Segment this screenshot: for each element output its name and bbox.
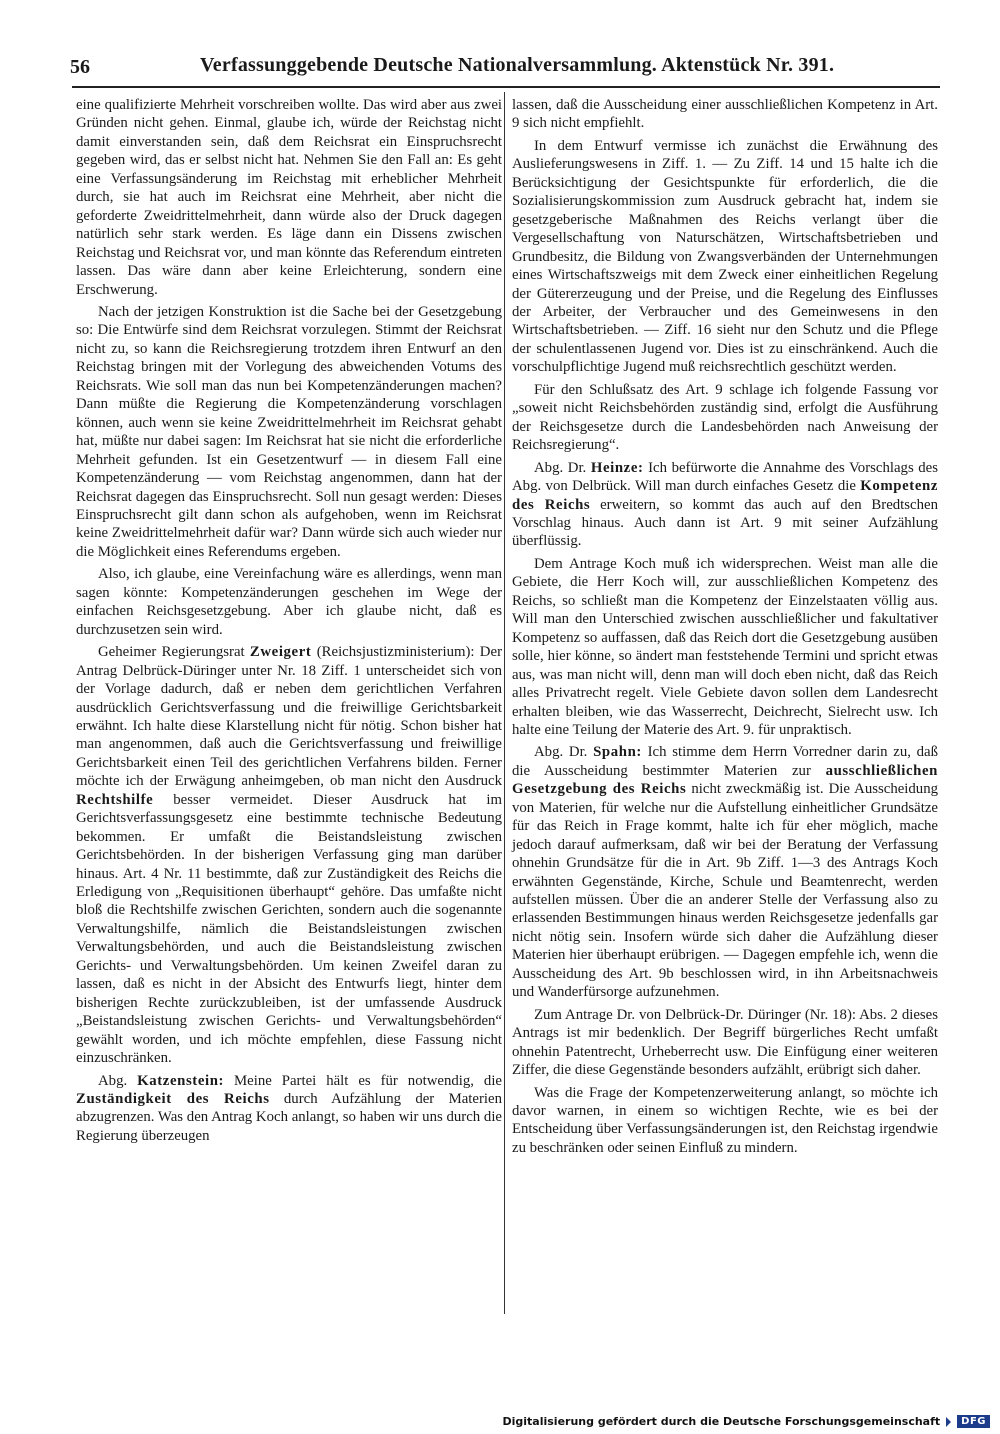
speech-text: besser vermeidet. Dieser Ausdruck hat im Gerichtsverfassungsgesetz eine bestimmte technische Bedeutung bekommen. Er umfaßt die Beistandsleistung zwischen Gerichtsbehörden. In der bisherigen Verfassung ging man darüber hinaus. Art. 4 Nr. 11 bestimmte, daß zur Zuständigkeit des Reichs die Erledigung von „Requisitionen überhaupt“ gehöre. Das umfaßte nicht bloß die Rechtshilfe zwischen Gerichten, sondern auch die sogenannte Verwaltungshilfe, nämlich die Beistandsleistungen zwischen Verwaltungsbehörden, und auch die Beistandsleistung zwischen Gerichts- und Verwaltungsbehörden. Um keinen Zweifel daran zu lassen, daß es nicht in der Absicht des Entwurfs liegt, hinter dem bisherigen Rechte zurückzubleiben, ist der umfassende Ausdruck „Beistandsleistung zwischen Gerichts- und Verwaltungsbehörden“ gewählt worden, und ich möchte empfehlen, diese Fassung nicht einzuschränken. — [76, 791, 502, 1067]
emphasis-term: Rechtshilfe — [76, 791, 154, 808]
speaker-intro: Abg. — [98, 1072, 138, 1089]
emphasis-term: ausschließlichen Gesetzgebung des Reichs — [512, 762, 938, 798]
speaker-intro: Geheimer Regierungsrat — [98, 644, 250, 661]
speech-text: durch Aufzählung der Materien abzugrenzen. Was den Antrag Koch anlangt, so haben wir uns durch die Regierung überzeugen — [76, 1091, 502, 1144]
speaker-intro: Abg. Dr. — [534, 744, 594, 761]
emphasis-term: Zuständigkeit des Reichs — [76, 1091, 270, 1108]
page-header — [60, 48, 940, 80]
right-column — [512, 96, 938, 1157]
speech-text: Meine Partei hält es für notwendig, die — [224, 1072, 502, 1089]
paragraph: eine qualifizierte Mehrheit vorschreiben wollte. Das wird aber aus zwei Gründen nicht gehen. Einmal, glaube ich, würde der Reichstag nicht damit einverstanden sein, daß dem Reichsrat ein Einspruchsrecht gegeben wird, das er selbst nicht hat. Nehmen Sie den Fall an: Es geht eine Verfassungsänderung im Reichstag mit erheblicher Mehrheit durch, sie hat auch im Reichsrat eine Mehrheit, aber nicht die geforderte Zweidrittelmehrheit, dann würde also der Druck dagegen natürlich sehr stark werden. Es läge dann ein Dissens zwischen Reichstag und Reichsrat vor, und man könnte das Referendum eintreten lassen. Das wäre dann aber keine Erleichterung, sondern eine Erschwerung. — [76, 97, 502, 298]
paragraph: Für den Schlußsatz des Art. 9 schlage ich folgende Fassung vor „soweit nicht Reichsbehörden zuständig sind, erfolgt die Ausführung der Reichsgesetze durch die Landesbehörden nach Anweisung der Reichsregierung“. — [512, 381, 938, 454]
left-column — [76, 96, 502, 1145]
paragraph-speech — [512, 459, 938, 551]
paragraph-speech — [76, 643, 502, 1067]
dfg-arrow-icon — [946, 1417, 951, 1427]
speaker-intro: Abg. Dr. — [534, 459, 591, 476]
speech-text: (Reichsjustizministerium): Der Antrag Delbrück-Düringer unter Nr. 18 Ziff. 1 unterscheidet sich von der Vorlage dadurch, daß er neben dem gerichtlichen Verfahren ausdrücklich Gerichtsverfassung und die freiwillige Gerichtsbarkeit erwähnt. Ich halte diese Klarstellung nicht für nötig. Schon bisher hat man angenommen, daß auch die Gerichtsverfassung und freiwillige Gerichtsbarkeit einen Teil des gerichtlichen Verfahrens bilden. Ferner möchte ich der Erwägung anheimgeben, ob man nicht den Ausdruck — [76, 644, 502, 790]
paragraph: Zum Antrage Dr. von Delbrück-Dr. Düringer (Nr. 18): Abs. 2 dieses Antrags ist mir bedenklich. Der Begriff bürgerliches Recht umfaßt ohnehin Patentrecht, Urheberrecht usw. Die Einfügung einer weiteren Ziffer, die diese Gegenstände besonders aufzählt, erübrigt sich daher. — [512, 1006, 938, 1079]
speaker-name: Zweigert — [249, 644, 312, 661]
paragraph-speech — [76, 1072, 502, 1146]
running-title: Verfassunggebende Deutsche Nationalversammlung. Aktenstück Nr. 391. — [200, 54, 835, 76]
credit-text: Digitalisierung gefördert durch die Deutsche Forschungsgemeinschaft — [502, 1415, 941, 1428]
speech-text: erweitern, so kommt das auch auf den Bredtschen Vorschlag hinaus. Auch dann ist Art. 9 mit seiner Aufzählung überflüssig. — [512, 496, 938, 550]
paragraph: Was die Frage der Kompetenzerweiterung anlangt, so möchte ich davor warnen, in einem so wichtigen Rechte, wie es bei der Entscheidung über Verfassungsänderungen ist, den Reichstag irgendwie zu beschränken oder seinen Einfluß zu mindern. — [512, 1084, 938, 1156]
speaker-name: Spahn: — [593, 744, 642, 761]
speaker-name: Heinze: — [590, 459, 644, 476]
speaker-name: Katzenstein: — [137, 1072, 225, 1089]
paragraph: Dem Antrage Koch muß ich widersprechen. Weist man alle die Gebiete, die Herr Koch will, zur ausschließlichen Kompetenz des Reichs, so schließt man die Kompetenz der Einzelstaaten völlig aus. Will man den Unterschied zwischen ausschließlicher und fakultativer Kompetenz so auffassen, daß das Reich dort die Gesetzgebung ausüben solle, hier könne, so ändert man feststehende Termini und spricht etwas aus, was man nicht will, denn man will doch eben nicht, daß das Reich alles Privatrecht regelt. Viele Gebiete davon sollen dem Landesrecht erhalten bleiben, wie das Wasserrecht, Deichrecht, Sielrecht usw. Ich halte eine Teilung der Materie des Art. 9. für unpraktisch. — [512, 555, 938, 738]
paragraph-speech — [512, 743, 938, 1001]
speech-text: Ich befürworte die Annahme des Vorschlags des Abg. von Delbrück. Will man durch einfaches Gesetz die — [512, 459, 938, 495]
dfg-logo: DFG — [957, 1415, 990, 1428]
speech-text: Ich stimme dem Herrn Vorredner darin zu, daß die Ausscheidung bestimmter Materien zur — [512, 744, 939, 779]
page-number: 56 — [70, 56, 90, 78]
header-rule — [72, 86, 940, 88]
speech-text: nicht zweckmäßig ist. Die Ausscheidung von Materien, für welche nur die Aufstellung einheitlicher Grundsätze für das Reich in Frage kommt, halte ich für eher möglich, mache jedoch darauf aufmerksam, daß wir bei der Beratung der Verfassung ohnehin Grundsätze für die in Art. 9b Ziff. 1—3 des Antrags Koch erwähnten Gegenstände, Kirche, Schule und Beamtenrecht, werden aufstellen müssen. Über die an anderer Stelle der Verfassung also zu erlassenden Bestimmungen hinaus werden Reichsgesetze jedenfalls gar nicht nötig sein. Insofern würde sich daher die Aufzählung dieser Materien hier überhaupt erübrigen. — Dagegen empfehle ich, wenn die Ausscheidung des Art. 9b beschlossen wird, in ihn Arbeitsnachweis und Wanderfürsorge aufzunehmen. — [512, 781, 939, 1001]
paragraph: lassen, daß die Ausscheidung einer ausschließlichen Kompetenz in Art. 9 sich nicht empfiehlt. — [512, 97, 938, 132]
column-divider — [504, 92, 505, 1314]
digitization-credit — [502, 1415, 990, 1428]
paragraph: Nach der jetzigen Konstruktion ist die Sache bei der Gesetzgebung so: Die Entwürfe sind dem Reichsrat vorzulegen. Stimmt der Reichsrat nicht zu, so kann die Reichsregierung trotzdem ihren Entwurf an den Reichstag bringen mit der Vorlegung des abweichenden Votums des Reichsrats. Wie soll man das nun bei Kompetenzänderungen machen? Dann müßte die Regierung die Kompetenzänderung vorschlagen können, auch wenn sie keine Zweidrittelmehrheit im Reichsrat gehabt hat, müßte nur dabei sagen: Im Reichsrat hat sie nicht die erforderliche Mehrheit gefunden. Ist ein Gesetzentwurf — in diesem Fall eine Kompetenzänderung — vom Reichstag angenommen, dann hat der Reichsrat dagegen das Einspruchsrecht. Soll nun gesagt werden: Dieses Einspruchsrecht gilt dann schon als aufgehoben, wenn im Reichsrat keine Zweidrittelmehrheit dafür war? Dann würde sich auch wieder nur die Möglichkeit eines Referendums ergeben. — [76, 303, 502, 560]
paragraph: Also, ich glaube, eine Vereinfachung wäre es allerdings, wenn man sagen könnte: Kompetenzänderungen geschehen im Wege der einfachen Reichsgesetzgebung. Aber ich glaube nicht, daß es durchzusetzen sein wird. — [76, 566, 502, 638]
paragraph: In dem Entwurf vermisse ich zunächst die Erwähnung des Auslieferungswesens in Ziff. 1. — Zu Ziff. 14 und 15 halte ich die Berücksichtigung der Gesichtspunkte für erforderlich, die die Sozialisierungskommission zum Ausdruck gebracht hat, indem sie gesetzgeberische Maßnahmen des Reichs verlangt über die Vergesellschaftung von Naturschätzen, Wirtschaftsbetrieben und Grundbesitz, die Bildung von Zwangsverbänden der Unternehmungen eines Wirtschaftszweigs mit dem Zweck einer einheitlichen Regelung der Gütererzeugung und der Preise, und die Regelung des Einflusses der Arbeiter, der Verbraucher und des Gemeinwesens in den Wirtschaftsbetrieben. — Ziff. 16 sieht nur den Schutz und die Pflege der schulentlassenen Jugend vor. Dies ist zu einschränkend. Auch die vorschulpflichtige Jugend muß reichsrechtlich geschützt werden. — [512, 137, 938, 376]
emphasis-term: Kompetenz des Reichs — [512, 478, 938, 513]
